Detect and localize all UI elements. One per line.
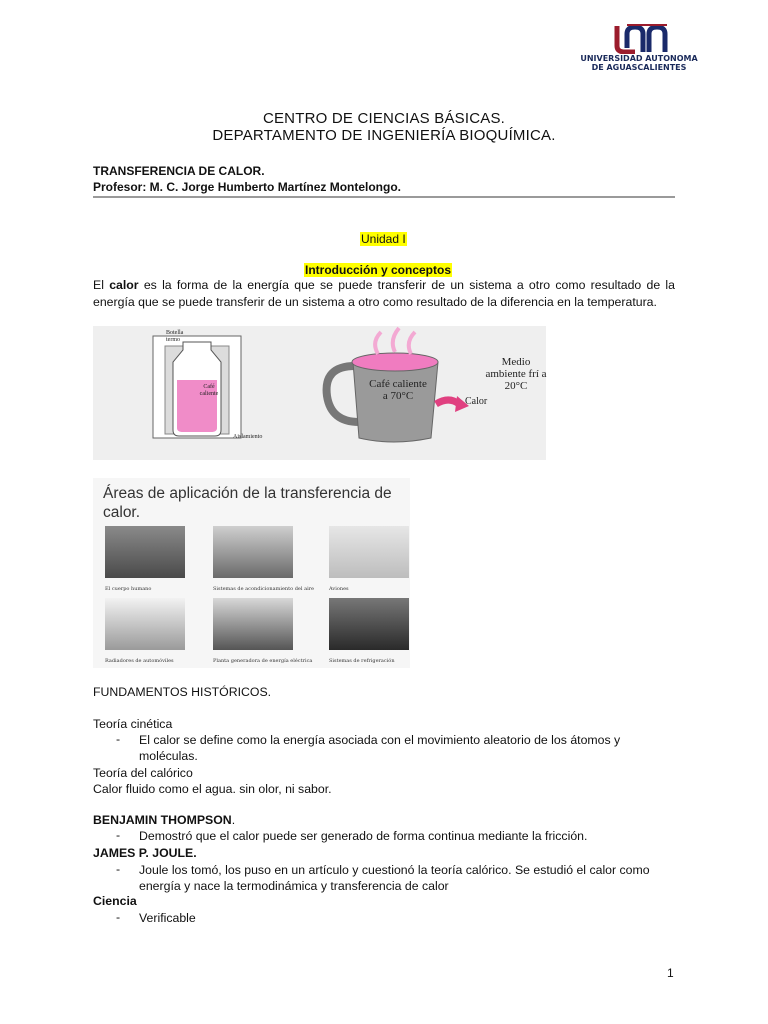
joule-bullet: Joule los tomó, los puso en un artículo y cuestionó la teoría calórico. Se estudió el calor como energía y nace la termodinámica y transferencia de calor — [139, 863, 650, 894]
insulation-label: Aislamiento — [233, 434, 263, 440]
kinetic-theory-bullet: El calor se define como la energía asociada con el movimiento aleatorio de los átomos y moléculas. — [139, 733, 621, 764]
caloric-theory-title: Teoría del calórico — [93, 766, 193, 780]
applications-title: Áreas de aplicación de la transferencia de calor. — [103, 485, 392, 521]
kinetic-theory-title: Teoría cinética — [93, 717, 173, 731]
bullet-dash: - — [116, 732, 121, 746]
heat-arrow-label: Calor — [465, 396, 488, 407]
caption-human-body: El cuerpo humano — [105, 586, 152, 592]
caption-airplanes: Aviones — [329, 586, 349, 592]
airplane-photo — [329, 526, 409, 578]
human-body-photo — [105, 526, 185, 578]
caloric-theory-desc: Calor fluido como el agua. sin olor, ni sabor. — [93, 782, 332, 796]
ambient-label: Medio ambiente frí a 20°C — [485, 356, 547, 392]
bullet-dash: - — [116, 862, 121, 876]
professor-line: Profesor: M. C. Jorge Humberto Martínez Montelongo. — [93, 180, 402, 194]
refrigeration-photo — [329, 598, 409, 650]
bullet-dash: - — [116, 910, 121, 924]
logo-line1: UNIVERSIDAD AUTONOMA — [580, 54, 698, 63]
bottle-content-label: Café caliente — [199, 384, 219, 397]
caption-air-conditioning: Sistemas de acondicionamiento del aire — [213, 586, 315, 592]
section-title: Introducción y conceptos — [305, 263, 452, 277]
caption-radiators: Radiadores de automóviles — [105, 658, 174, 664]
joule-heading: JAMES P. JOULE. — [93, 846, 197, 860]
science-bullet: Verificable — [139, 911, 196, 925]
mug-label: Café caliente a 70°C — [369, 378, 427, 402]
unit-label: Unidad I — [361, 232, 406, 246]
university-logo — [565, 22, 713, 74]
course-title: TRANSFERENCIA DE CALOR. — [93, 164, 265, 178]
radiator-photo — [105, 598, 185, 650]
air-conditioning-photo — [213, 526, 293, 578]
logo-line2: DE AGUASCALIENTES — [591, 63, 687, 72]
heat-transfer-figure — [93, 326, 546, 460]
caption-refrigeration: Sistemas de refrigeración — [329, 658, 395, 664]
thompson-bullet: Demostró que el calor puede ser generado de forma continua mediante la fricción. — [139, 829, 588, 843]
bullet-dash: - — [116, 828, 121, 842]
bottle-label: Botella termo — [166, 330, 184, 343]
applications-figure — [93, 478, 410, 668]
intro-paragraph: El calor es la forma de la energía que se puede transferir de un sistema a otro como resultado de la energía que se puede transferir de un sistema a otro como resultado de la diferencia en la temperatura. — [93, 278, 675, 309]
history-heading: FUNDAMENTOS HISTÓRICOS. — [93, 685, 272, 699]
caption-power-plant: Planta generadora de energía eléctrica — [213, 658, 313, 664]
header-divider — [93, 196, 675, 198]
thompson-heading: BENJAMIN THOMPSON. — [93, 813, 236, 827]
logo-mark-icon — [565, 22, 713, 54]
power-plant-photo — [213, 598, 293, 650]
page-number: 1 — [667, 966, 674, 980]
header-line2: DEPARTAMENTO DE INGENIERÍA BIOQUÍMICA. — [212, 127, 556, 144]
science-heading: Ciencia — [93, 894, 137, 908]
header-line1: CENTRO DE CIENCIAS BÁSICAS. — [262, 110, 506, 127]
calor-term: calor — [109, 278, 139, 292]
